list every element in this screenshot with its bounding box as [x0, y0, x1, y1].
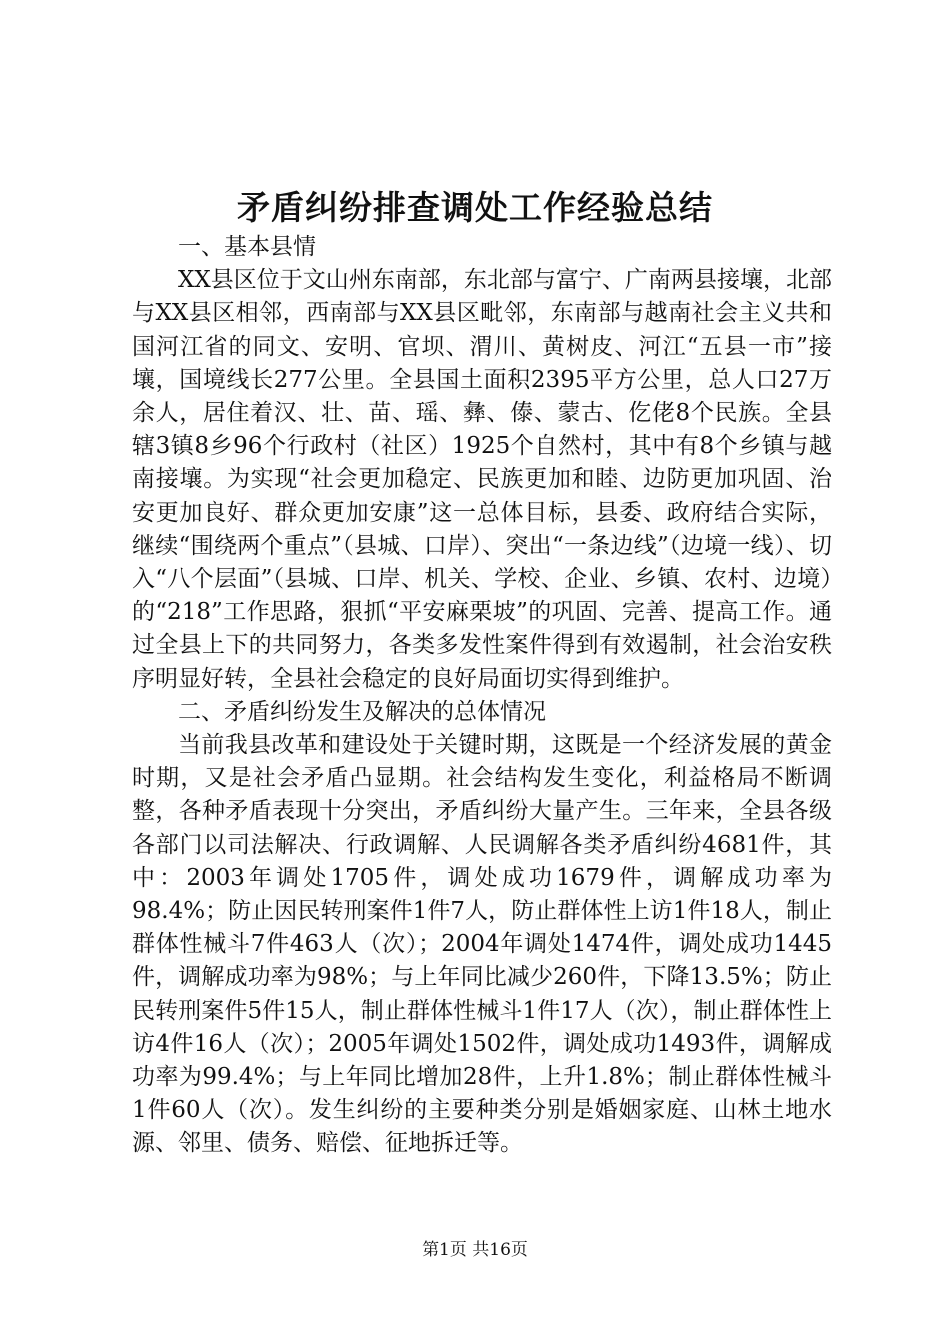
- paragraph-basic-info: XX县区位于文山州东南部，东北部与富宁、广南两县接壤，北部与XX县区相邻，西南部与XX县区毗邻，东南部与越南社会主义共和国河江省的同文、安明、官坝、渭川、黄树皮、河江“五县一市”接壤，国境线长277公里。全县国土面积2395平方公里，总人口27万余人，居住着汉、壮、苗、瑶、彝、傣、蒙古、仡佬8个民族。全县辖3镇8乡96个行政村（社区）1925个自然村，其中有8个乡镇与越南接壤。为实现“社会更加稳定、民族更加和睦、边防更加巩固、治安更加良好、群众更加安康”这一总体目标，县委、政府结合实际，继续“围绕两个重点”（县城、口岸）、突出“一条边线”（边境一线）、切入“八个层面”（县城、口岸、机关、学校、企业、乡镇、农村、边境）的“218”工作思路，狠抓“平安麻栗坡”的巩固、完善、提高工作。通过全县上下的共同努力，各类多发性案件得到有效遏制，社会治安秩序明显好转，全县社会稳定的良好局面切实得到维护。: [132, 267, 832, 692]
- section-heading-basic-info: 一、基本县情: [178, 234, 316, 260]
- document-title: 矛盾纠纷排查调处工作经验总结: [237, 188, 713, 227]
- page-number-footer: 第1页 共16页: [422, 1240, 528, 1260]
- document-body: [132, 231, 832, 1161]
- paragraph-disputes-overview: 当前我县改革和建设处于关键时期，这既是一个经济发展的黄金时期，又是社会矛盾凸显期。社会结构发生变化，利益格局不断调整，各种矛盾表现十分突出，矛盾纠纷大量产生。三年来，全县各级各部门以司法解决、行政调解、人民调解各类矛盾纠纷4681件，其中：2003年调处1705件，调处成功1679件，调解成功率为98.4%；防止因民转刑案件1件7人，防止群体性上访1件18人，制止群体性械斗7件463人（次）；2004年调处1474件，调处成功1445件，调解成功率为98%；与上年同比减少260件，下降13.5%；防止民转刑案件5件15人，制止群体性械斗1件17人（次），制止群体性上访4件16人（次）；2005年调处1502件，调处成功1493件，调解成功率为99.4%；与上年同比增加28件，上升1.8%；制止群体性械斗1件60人（次）。发生纠纷的主要种类分别是婚姻家庭、山林土地水源、邻里、债务、赔偿、征地拆迁等。: [132, 732, 832, 1157]
- section-heading-disputes-overview: 二、矛盾纠纷发生及解决的总体情况: [178, 698, 546, 725]
